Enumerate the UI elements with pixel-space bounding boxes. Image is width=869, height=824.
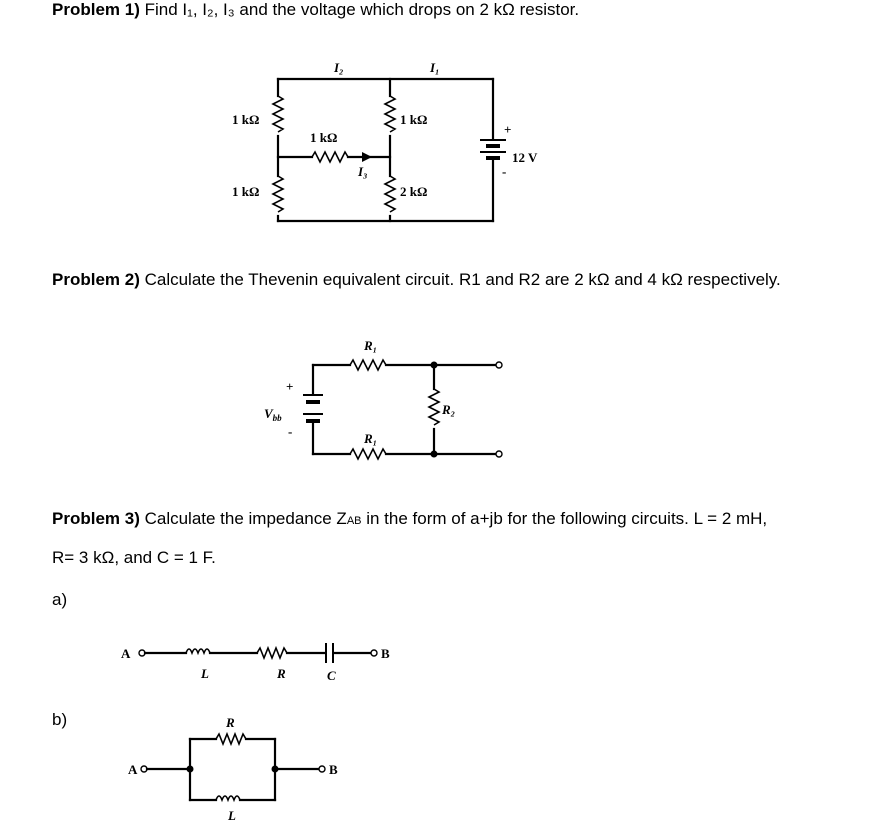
p2-label-r1-bottom: R₁ xyxy=(364,431,378,446)
p3b-label-r: R xyxy=(226,715,235,730)
problem3-z-subscript: AB xyxy=(346,515,362,527)
p2-resistor-r1-bottom xyxy=(350,449,386,459)
p2-terminal-top xyxy=(496,362,502,368)
p1-label-i3: I₃ xyxy=(358,164,368,179)
problem2-label: Problem 2) xyxy=(52,270,140,289)
p2-label-r2: R₂ xyxy=(442,402,456,417)
problem2-text: Calculate the Thevenin equivalent circuit. R1 and R2 are 2 kΩ and 4 kΩ respectively. xyxy=(139,270,781,289)
p3a-label-a: A xyxy=(121,646,131,661)
problem3-text: Calculate the impedance Z xyxy=(139,509,347,528)
problem3b-circuit xyxy=(128,715,338,823)
problem2-circuit xyxy=(264,338,502,459)
p1-label-plus: + xyxy=(504,122,512,137)
p1-label-i1: I₁ xyxy=(430,60,440,75)
p1-label-r-middle: 1 kΩ xyxy=(310,130,338,145)
p1-label-r-bottom-left: 1 kΩ xyxy=(232,184,260,199)
p2-resistor-r1-top xyxy=(350,360,386,370)
p1-label-r-bottom-right: 2 kΩ xyxy=(400,184,428,199)
p3b-terminal-b xyxy=(319,766,325,772)
p2-node-top xyxy=(431,362,438,369)
p2-terminal-bottom xyxy=(496,451,502,457)
p1-resistor-bottom-right xyxy=(385,176,395,212)
p2-label-r1-top: R₁ xyxy=(364,338,378,353)
part-a-label: a) xyxy=(52,590,68,609)
p1-label-r-top-left: 1 kΩ xyxy=(232,112,260,127)
p3b-inductor xyxy=(216,796,240,800)
problem3-statement-line2: R= 3 kΩ, and C = 1 F. xyxy=(52,548,216,567)
p3a-inductor xyxy=(186,649,210,653)
p3a-terminal-b xyxy=(371,650,377,656)
p1-label-i2: I₂ xyxy=(334,60,344,75)
p1-label-r-top-right: 1 kΩ xyxy=(400,112,428,127)
p2-label-source: $V_{bb}$ xyxy=(264,406,282,423)
p1-label-source: 12 V xyxy=(512,150,538,165)
p3a-label-c: C xyxy=(327,668,336,683)
p3a-label-r: R xyxy=(277,666,286,681)
p3a-resistor xyxy=(257,648,287,658)
p3b-node-left xyxy=(187,766,194,773)
p1-resistor-top-left xyxy=(273,96,283,132)
p2-resistor-r2 xyxy=(429,389,439,425)
p3b-resistor xyxy=(216,734,246,744)
p1-resistor-top-right xyxy=(385,96,395,132)
p1-resistor-middle xyxy=(312,152,348,162)
p3a-label-b: B xyxy=(381,646,390,661)
p2-node-bottom xyxy=(431,451,438,458)
problem3a-circuit xyxy=(121,643,390,683)
p3b-label-a: A xyxy=(128,762,138,777)
problem3-text-tail: in the form of a+jb for the following circuits. L = 2 mH, xyxy=(361,509,768,528)
p2-battery xyxy=(303,395,323,421)
p1-battery xyxy=(480,140,506,158)
p3b-label-l: L xyxy=(228,808,236,823)
p2-label-plus: + xyxy=(286,379,294,394)
p3b-label-b: B xyxy=(329,762,338,777)
problem1-label: Problem 1) xyxy=(52,0,140,19)
p1-i3-arrow xyxy=(362,152,372,162)
part-b-label: b) xyxy=(52,710,68,729)
p1-label-minus: - xyxy=(502,164,507,179)
p3a-label-l: L xyxy=(201,666,209,681)
p2-label-minus: - xyxy=(288,424,293,439)
p3b-node-right xyxy=(272,766,279,773)
problem1-text: Find I₁, I₂, I₃ and the voltage which drops on 2 kΩ resistor. xyxy=(139,0,580,19)
problem1-circuit xyxy=(232,60,538,221)
problem3-label: Problem 3) xyxy=(52,509,140,528)
p1-resistor-bottom-left xyxy=(273,176,283,212)
